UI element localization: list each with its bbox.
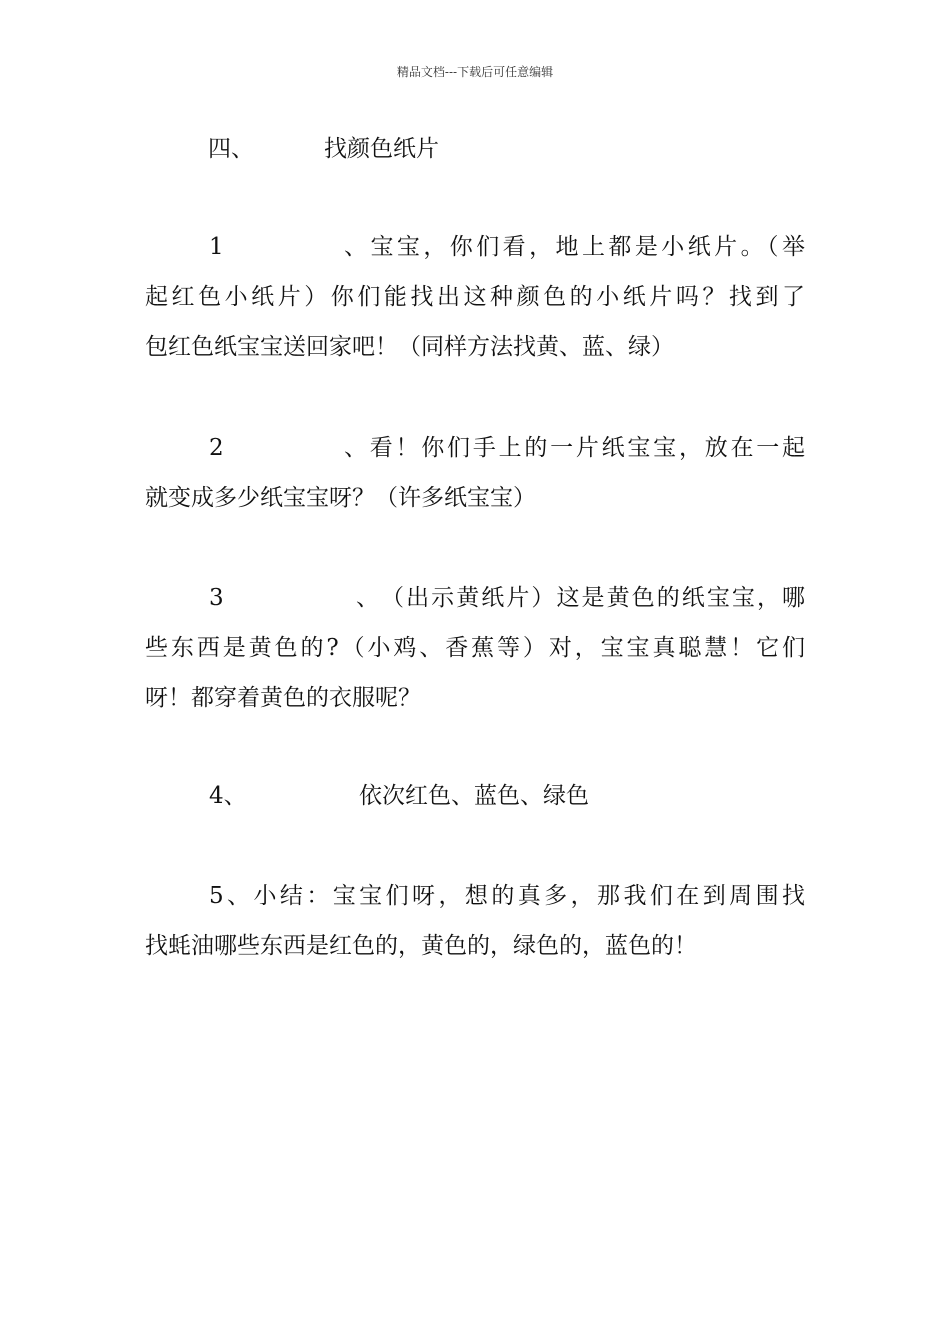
list-item-3 — [145, 573, 805, 723]
running-header: 精品文档---下载后可任意编辑 — [396, 65, 554, 79]
item-number: 4、 — [209, 783, 247, 809]
item-number: 2、 — [209, 435, 367, 461]
list-item-4 — [145, 771, 805, 821]
section-number: 四、 — [208, 136, 254, 162]
list-item-line: 呀！都穿着黄色的衣服呢？ — [145, 685, 421, 711]
list-item-line: 2、看！你们手上的一片纸宝宝，放在一起 — [145, 423, 805, 473]
list-item-line: 找蚝油哪些东西是红色的，黄色的，绿色的，蓝色的！ — [145, 933, 697, 959]
list-item-5 — [145, 871, 805, 971]
list-item-line: 5、小结：宝宝们呀，想的真多，那我们在到周围找 — [209, 883, 805, 909]
list-item-line: 3、（出示黄纸片）这是黄色的纸宝宝，哪 — [145, 573, 805, 623]
list-item-line: 就变成多少纸宝宝呀？（许多纸宝宝） — [145, 485, 536, 511]
list-item-line: 些东西是黄色的?（小鸡、香蕉等）对，宝宝真聪慧！它们 — [145, 635, 805, 661]
list-item-line: 包红色纸宝宝送回家吧！（同样方法找黄、蓝、绿） — [145, 334, 674, 360]
list-item-line: 4、 依次红色、蓝色、绿色 — [145, 771, 805, 821]
list-item-line: 起红色小纸片）你们能找出这种颜色的小纸片吗？找到了 — [145, 284, 805, 310]
list-item-line: 1、宝宝，你们看，地上都是小纸片。（举 — [145, 222, 805, 272]
section-title: 找颜色纸片 — [324, 136, 439, 162]
section-heading — [208, 134, 439, 164]
item-number: 3、 — [209, 585, 379, 611]
item-number: 1、 — [209, 234, 367, 260]
list-item-1 — [145, 222, 805, 372]
list-item-2 — [145, 423, 805, 523]
